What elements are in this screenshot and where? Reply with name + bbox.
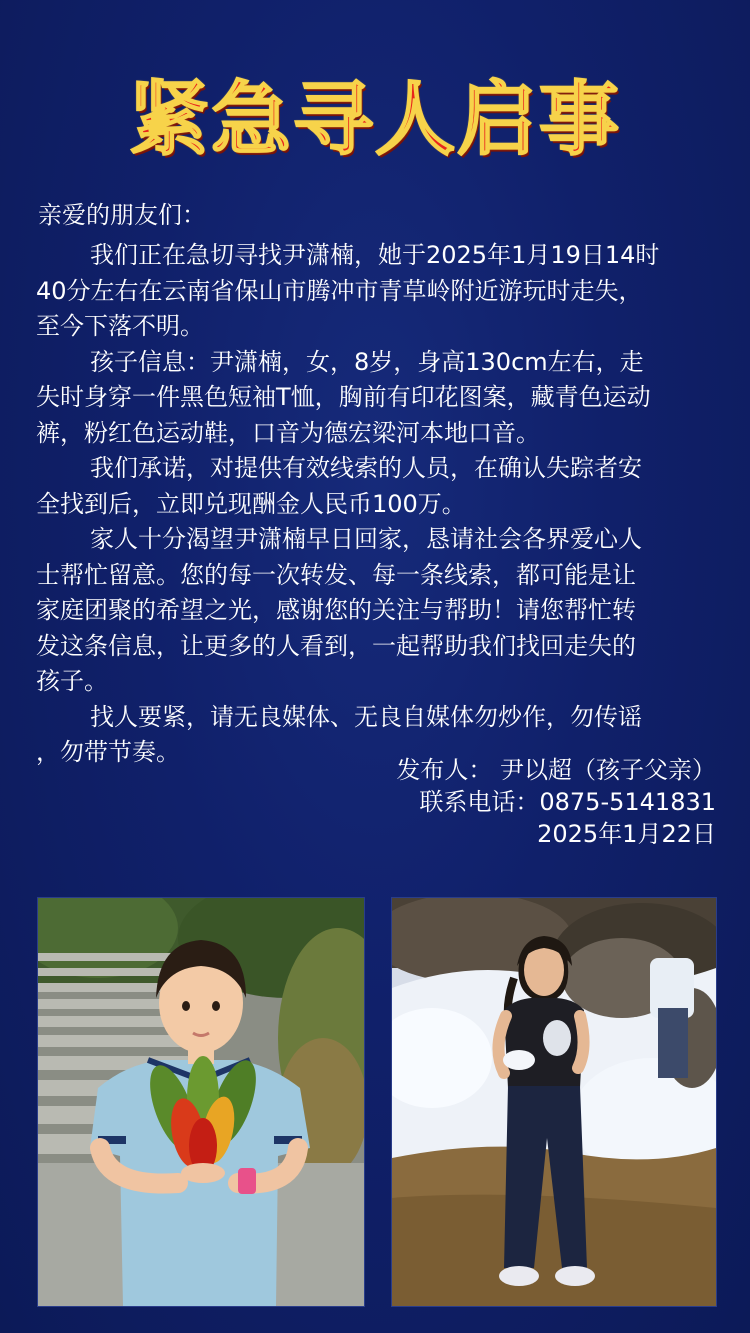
body-line: 士帮忙留意。您的每一次转发、每一条线索，都可能是让 xyxy=(36,560,636,589)
body-line: ，勿带节奏。 xyxy=(36,738,180,766)
body-line: 家人十分渴望尹潇楠早日回家，恳请社会各界爱心人 xyxy=(90,525,642,553)
body-line: 发这条信息，让更多的人看到，一起帮助我们找回走失的 xyxy=(36,631,636,660)
body-line: 家庭团聚的希望之光，感谢您的关注与帮助！请您帮忙转 xyxy=(36,596,636,624)
notice-body xyxy=(36,238,720,771)
poster-title: 紧急寻人启事 xyxy=(129,73,621,166)
greeting: 亲爱的朋友们： xyxy=(38,201,206,229)
body-line: 找人要紧，请无良媒体、无良自媒体勿炒作，勿传谣 xyxy=(90,702,642,731)
body-line: 全找到后，立即兑现酬金人民币100万。 xyxy=(36,489,466,518)
body-line: 裤，粉红色运动鞋，口音为德宏梁河本地口音。 xyxy=(36,418,540,447)
body-line: 我们正在急切寻找尹潇楠，她于2025年1月19日14时 xyxy=(90,241,660,269)
body-line: 我们承诺，对提供有效线索的人员，在确认失踪者安 xyxy=(90,454,642,482)
date-line: 2025年1月22日 xyxy=(537,820,716,848)
photo-girl-in-snow-image xyxy=(392,898,716,1306)
photo-girl-holding-leaves xyxy=(37,897,365,1307)
photo-girl-holding-leaves-image xyxy=(38,898,364,1306)
body-line: 孩子。 xyxy=(36,667,108,695)
phone-line: 联系电话：0875-5141831 xyxy=(419,788,716,816)
body-line: 至今下落不明。 xyxy=(36,312,204,340)
body-line: 孩子信息：尹潇楠，女，8岁，身高130cm左右，走 xyxy=(90,347,644,376)
publisher-line: 发布人： 尹以超（孩子父亲） xyxy=(396,756,716,784)
photo-girl-in-snow xyxy=(391,897,717,1307)
body-line: 40分左右在云南省保山市腾冲市青草岭附近游玩时走失， xyxy=(36,276,643,305)
body-line: 失时身穿一件黑色短袖T恤，胸前有印花图案，藏青色运动 xyxy=(36,383,651,411)
signature-block xyxy=(396,754,716,850)
